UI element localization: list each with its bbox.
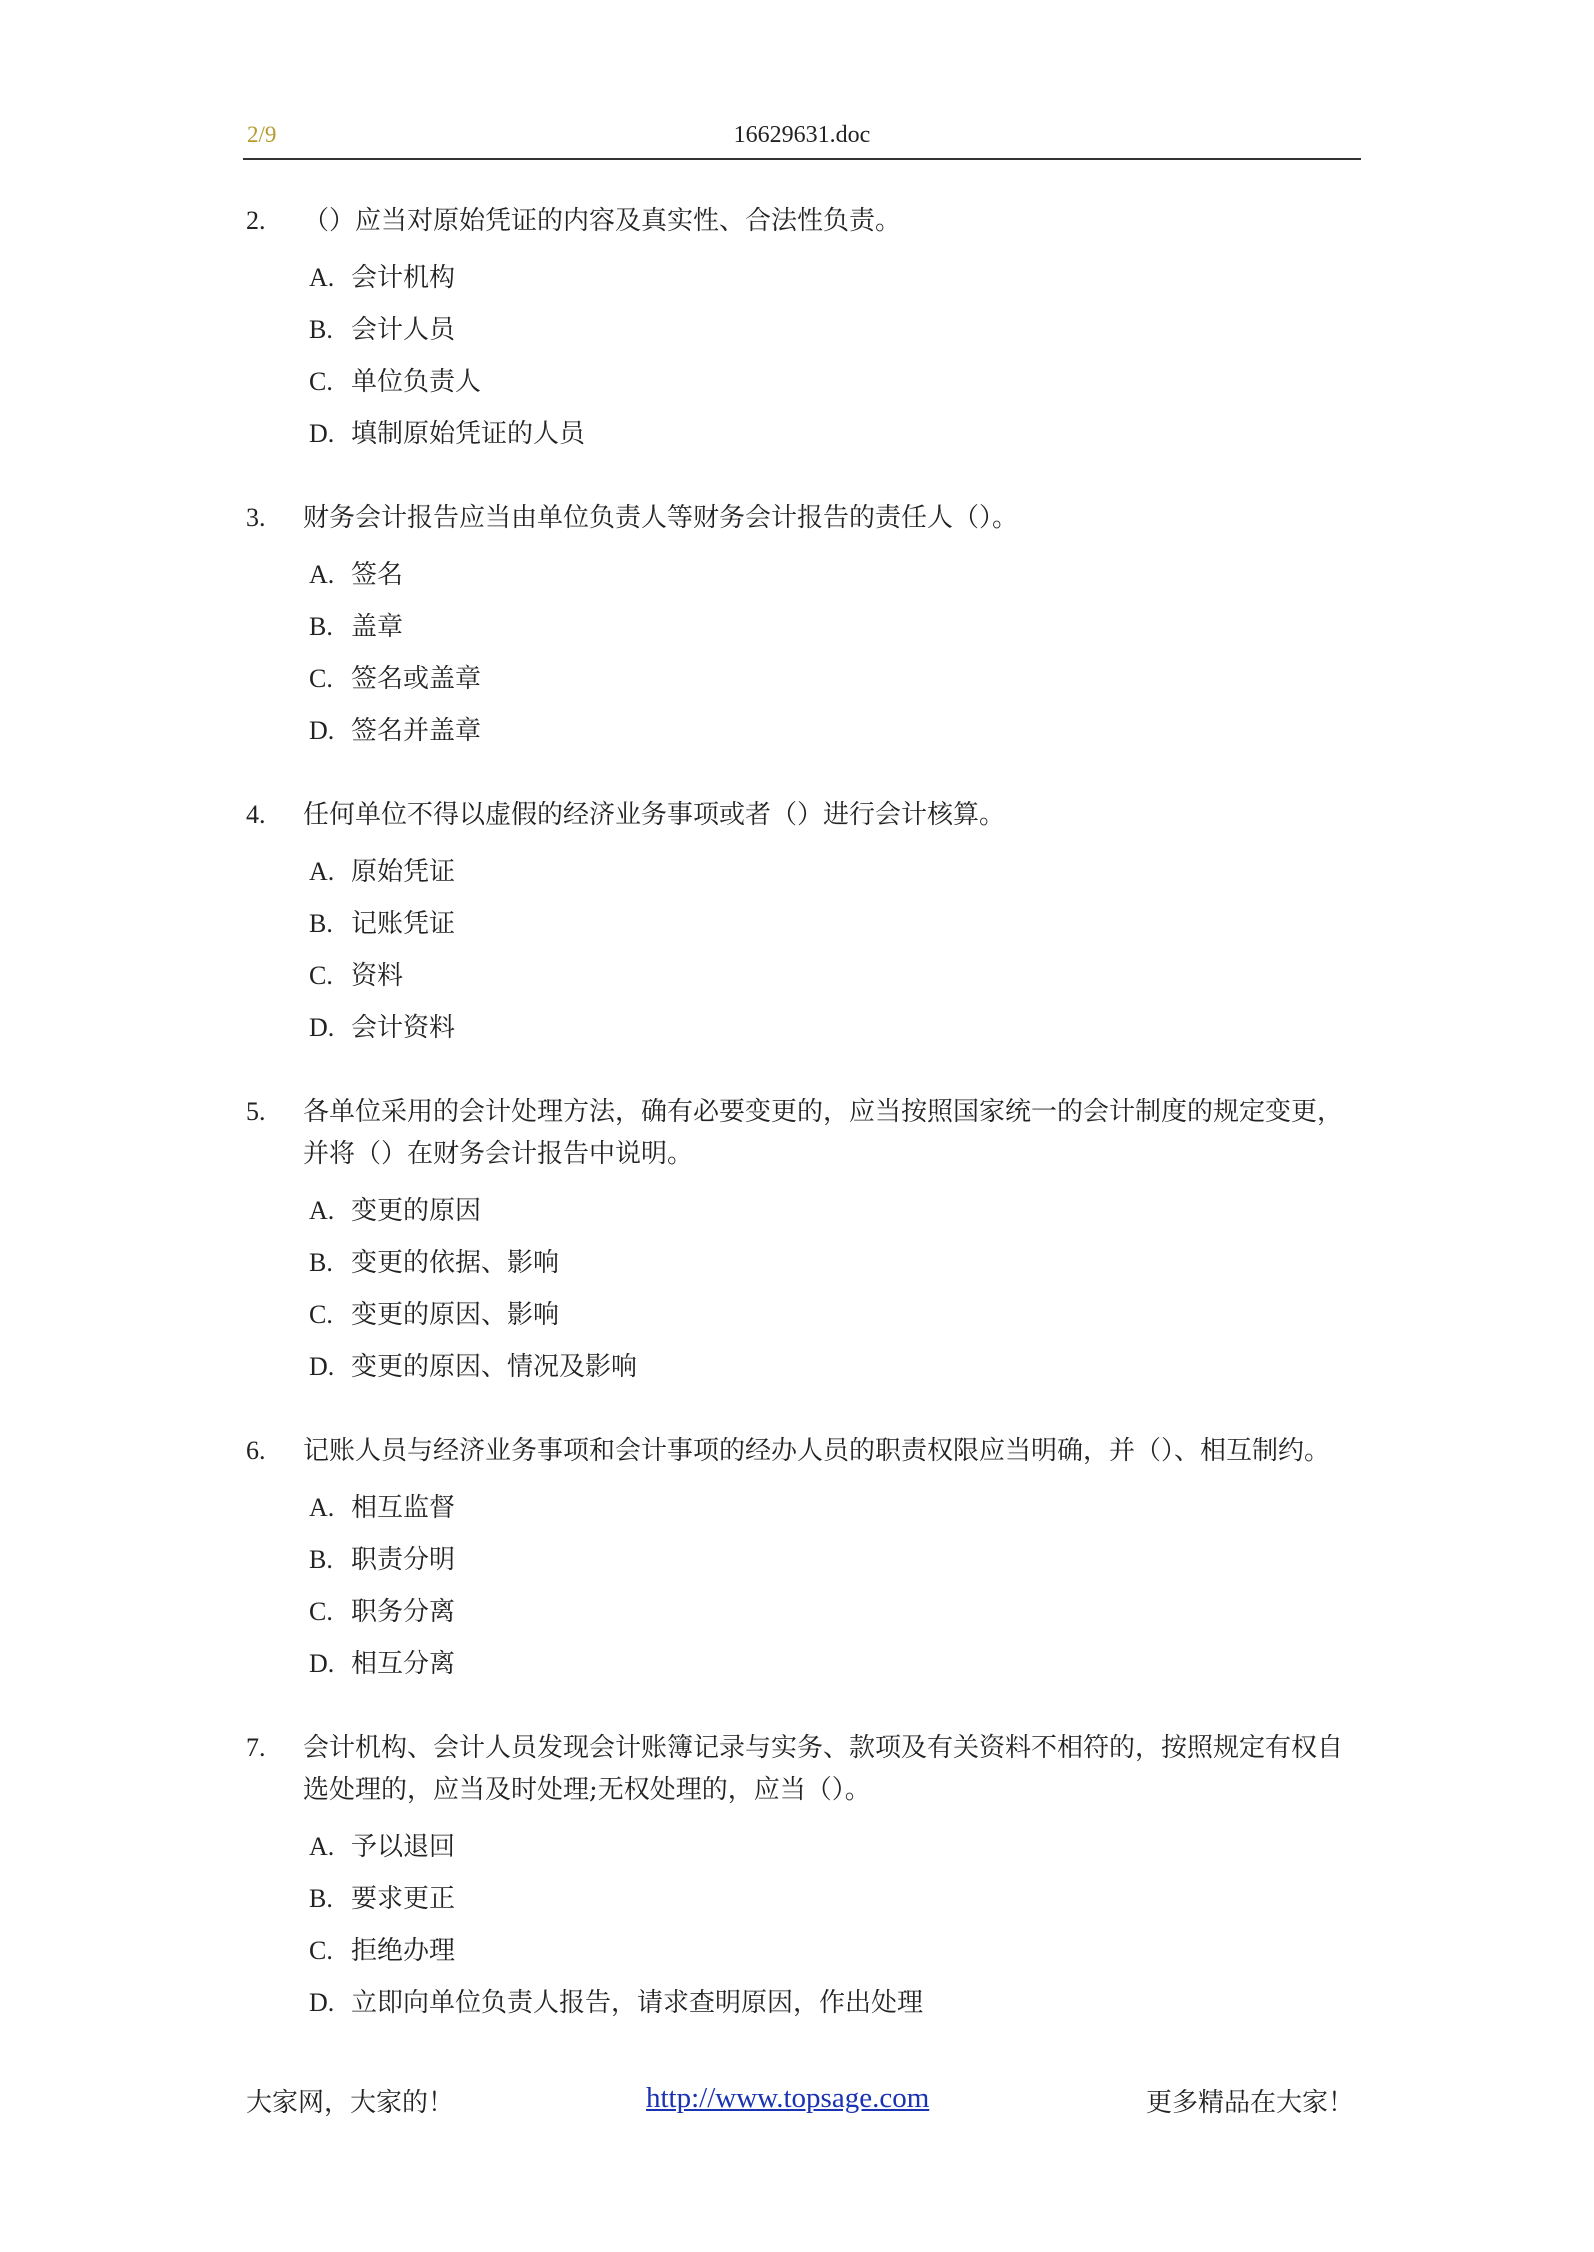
option-text: 立即向单位负责人报告，请求查明原因，作出处理: [351, 1988, 924, 2018]
option-text: 签名并盖章: [351, 716, 482, 746]
option-text: 拒绝办理: [351, 1936, 456, 1966]
option-text: 相互分离: [351, 1649, 456, 1679]
option-letter: B.: [309, 315, 333, 344]
option-letter: D.: [309, 1352, 335, 1381]
option-a: [309, 1482, 1356, 1534]
option-a: [309, 846, 1356, 898]
option-d: [309, 408, 1356, 460]
option-d: [309, 705, 1356, 757]
question-7: [246, 1727, 1356, 2029]
page-number: 2/9: [247, 122, 277, 147]
option-letter: C.: [309, 1936, 333, 1965]
option-b: [309, 898, 1356, 950]
option-a: [309, 1185, 1356, 1237]
option-text: 变更的原因: [351, 1196, 482, 1226]
option-text: 职责分明: [351, 1545, 456, 1575]
option-letter: D.: [309, 1649, 335, 1678]
option-list: [309, 549, 1356, 757]
option-text: 会计人员: [351, 315, 456, 345]
option-letter: B.: [309, 1248, 333, 1277]
question-3: [246, 497, 1356, 757]
option-text: 变更的依据、影响: [351, 1248, 560, 1278]
document-filename: 16629631.doc: [733, 122, 871, 148]
option-text: 会计资料: [351, 1013, 456, 1043]
option-list: [309, 1482, 1356, 1690]
question-number: 6.: [246, 1436, 266, 1465]
page-footer: [246, 2082, 1354, 2122]
option-a: [309, 1821, 1356, 1873]
option-b: [309, 1534, 1356, 1586]
option-text: 原始凭证: [351, 857, 456, 887]
question-text: 记账人员与经济业务事项和会计事项的经办人员的职责权限应当明确，并（）、相互制约。: [303, 1436, 1331, 1466]
option-letter: C.: [309, 1597, 333, 1626]
option-letter: A.: [309, 560, 335, 589]
question-text: 任何单位不得以虚假的经济业务事项或者（）进行会计核算。: [303, 800, 1006, 830]
option-list: [309, 846, 1356, 1054]
question-number: 4.: [246, 800, 266, 829]
option-d: [309, 1977, 1356, 2029]
option-b: [309, 304, 1356, 356]
option-text: 签名: [351, 560, 404, 590]
option-text: 职务分离: [351, 1597, 456, 1627]
question-5: [246, 1091, 1356, 1393]
question-text: 财务会计报告应当由单位负责人等财务会计报告的责任人（）。: [303, 503, 1019, 533]
option-letter: D.: [309, 419, 335, 448]
option-c: [309, 1586, 1356, 1638]
option-text: 相互监督: [351, 1493, 456, 1523]
question-stem: [246, 1091, 1356, 1175]
option-a: [309, 252, 1356, 304]
option-d: [309, 1341, 1356, 1393]
option-letter: C.: [309, 1300, 333, 1329]
question-stem: [246, 497, 1356, 539]
option-letter: B.: [309, 909, 333, 938]
question-text: 各单位采用的会计处理方法，确有必要变更的，应当按照国家统一的会计制度的规定变更，并将（）在财务会计报告中说明。: [303, 1097, 1344, 1169]
question-list: [246, 200, 1356, 2066]
option-letter: C.: [309, 367, 333, 396]
question-text: 会计机构、会计人员发现会计账簿记录与实务、款项及有关资料不相符的，按照规定有权自选处理的，应当及时处理;无权处理的，应当（）。: [303, 1733, 1344, 1805]
option-letter: A.: [309, 1493, 335, 1522]
question-2: [246, 200, 1356, 460]
footer-website-link[interactable]: http://www.topsage.com: [646, 2082, 930, 2114]
option-c: [309, 1289, 1356, 1341]
question-number: 5.: [246, 1097, 266, 1126]
footer-slogan-left: 大家网，大家的！: [246, 2088, 455, 2118]
option-b: [309, 1237, 1356, 1289]
option-list: [309, 252, 1356, 460]
option-list: [309, 1185, 1356, 1393]
option-letter: D.: [309, 1013, 335, 1042]
option-letter: A.: [309, 263, 335, 292]
option-d: [309, 1002, 1356, 1054]
option-c: [309, 1925, 1356, 1977]
question-stem: [246, 1430, 1356, 1472]
option-letter: A.: [309, 1196, 335, 1225]
option-letter: B.: [309, 1884, 333, 1913]
option-text: 会计机构: [351, 263, 456, 293]
option-text: 变更的原因、情况及影响: [351, 1352, 638, 1382]
question-number: 3.: [246, 503, 266, 532]
option-a: [309, 549, 1356, 601]
option-c: [309, 950, 1356, 1002]
option-text: 予以退回: [351, 1832, 456, 1862]
option-letter: D.: [309, 1988, 335, 2017]
option-list: [309, 1821, 1356, 2029]
option-letter: A.: [309, 1832, 335, 1861]
question-stem: [246, 794, 1356, 836]
option-letter: B.: [309, 1545, 333, 1574]
option-text: 盖章: [351, 612, 404, 642]
option-c: [309, 653, 1356, 705]
question-text: （）应当对原始凭证的内容及真实性、合法性负责。: [303, 206, 902, 236]
option-text: 资料: [351, 961, 404, 991]
question-6: [246, 1430, 1356, 1690]
option-text: 单位负责人: [351, 367, 482, 397]
option-text: 签名或盖章: [351, 664, 482, 694]
option-text: 填制原始凭证的人员: [351, 419, 586, 449]
option-text: 要求更正: [351, 1884, 456, 1914]
question-stem: [246, 1727, 1356, 1811]
question-stem: [246, 200, 1356, 242]
option-letter: D.: [309, 716, 335, 745]
option-text: 记账凭证: [351, 909, 456, 939]
option-b: [309, 601, 1356, 653]
question-number: 2.: [246, 206, 266, 235]
page-header: [243, 118, 1361, 160]
option-text: 变更的原因、影响: [351, 1300, 560, 1330]
option-c: [309, 356, 1356, 408]
footer-slogan-right: 更多精品在大家！: [1145, 2088, 1354, 2118]
question-number: 7.: [246, 1733, 266, 1762]
option-letter: C.: [309, 664, 333, 693]
option-letter: A.: [309, 857, 335, 886]
question-4: [246, 794, 1356, 1054]
option-letter: C.: [309, 961, 333, 990]
option-letter: B.: [309, 612, 333, 641]
option-b: [309, 1873, 1356, 1925]
option-d: [309, 1638, 1356, 1690]
